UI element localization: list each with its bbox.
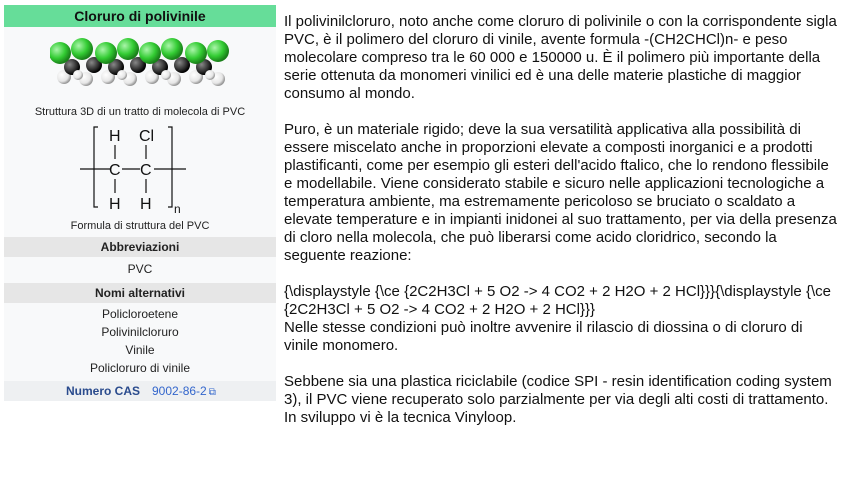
pvc-3d-model-icon xyxy=(50,33,230,95)
formula-atom-h-bottom-left: H xyxy=(109,196,121,213)
alt-name: Policloroetene xyxy=(101,307,179,321)
alt-name: Polivinilcloruro xyxy=(101,325,179,339)
pvc-structural-formula-icon xyxy=(80,121,200,217)
alt-names-header: Nomi alternativi xyxy=(4,283,276,303)
alt-name: Vinile xyxy=(125,343,155,357)
infobox-title: Cloruro di polivinile xyxy=(4,5,276,27)
cas-label[interactable]: Numero CAS xyxy=(65,384,140,398)
alt-names-list xyxy=(4,303,276,377)
alt-name: Policloruro di vinile xyxy=(89,361,191,375)
infobox xyxy=(4,5,276,401)
molecule-3d-image[interactable] xyxy=(4,27,276,103)
article-paragraph-properties: Puro, è un materiale rigido; deve la sua versatilità applicativa alla possibilità di essere miscelato anche in proporzioni elevate a composti inorganici e a prodotti plastificanti, come per esempio gli esteri dell'acido ftalico, che lo rendono flessibile e modellabile. Viene considerato stabile e sicuro nelle applicazioni tecnologiche a temperatura ambiente, ma estremamente pericoloso se bruciato o scaldato a elevate temperature e in impianti inidonei al suo trattamento, per via della presenza di cloro nella molecola, che può liberarsi come acido cloridrico, secondo la seguente reazione: xyxy=(284,121,837,264)
abbrev-value: PVC xyxy=(4,257,276,281)
abbrev-header: Abbreviazioni xyxy=(4,237,276,257)
cas-link[interactable] xyxy=(152,384,216,398)
formula-atom-c-right: C xyxy=(140,162,152,179)
cas-value[interactable]: 9002-86-2 xyxy=(152,384,207,398)
external-link-icon: ⧉ xyxy=(208,387,216,398)
article-body xyxy=(284,13,840,445)
article-paragraph-recycling: Sebbene sia una plastica riciclabile (codice SPI - resin identification coding system 3), il PVC viene recuperato solo parzialmente per via degli alti costi di trattamento. In sviluppo vi è la tecnica Vinyloop. xyxy=(284,373,832,426)
formula-atom-cl: Cl xyxy=(139,128,155,145)
formula-caption: Formula di struttura del PVC xyxy=(4,217,276,235)
formula-atom-h-bottom-right: H xyxy=(140,196,152,213)
image-caption: Struttura 3D di un tratto di molecola di PVC xyxy=(4,103,276,121)
formula-atom-h-top: H xyxy=(109,128,121,145)
article-paragraph-intro: Il polivinilcloruro, noto anche come cloruro di polivinile o con la corrispondente sigla PVC, è il polimero del cloruro di vinile, avente formula -(CH2CHCl)n- e peso molecolare compreso tra le 60 000 e 150000 u. È il polimero più importante della serie ottenuta da monomeri vinilici ed è una delle materie plastiche di maggior consumo al mondo. xyxy=(284,13,837,102)
article-reaction-formula: {\displaystyle {\ce {2C2H3Cl + 5 O2 -> 4 CO2 + 2 H2O + 2 HCl}}}{\displaystyle {\ce {2C2H3Cl + 5 O2 -> 4 CO2 + 2 H2O + 2 HCl}}} xyxy=(284,283,831,318)
cas-row xyxy=(4,381,276,401)
structural-formula[interactable] xyxy=(4,121,276,217)
formula-atom-c-left: C xyxy=(109,162,121,179)
article-paragraph-dioxin: Nelle stesse condizioni può inoltre avvenire il rilascio di diossina o di cloruro di vinile monomero. xyxy=(284,319,803,354)
formula-subscript: n xyxy=(174,202,181,216)
